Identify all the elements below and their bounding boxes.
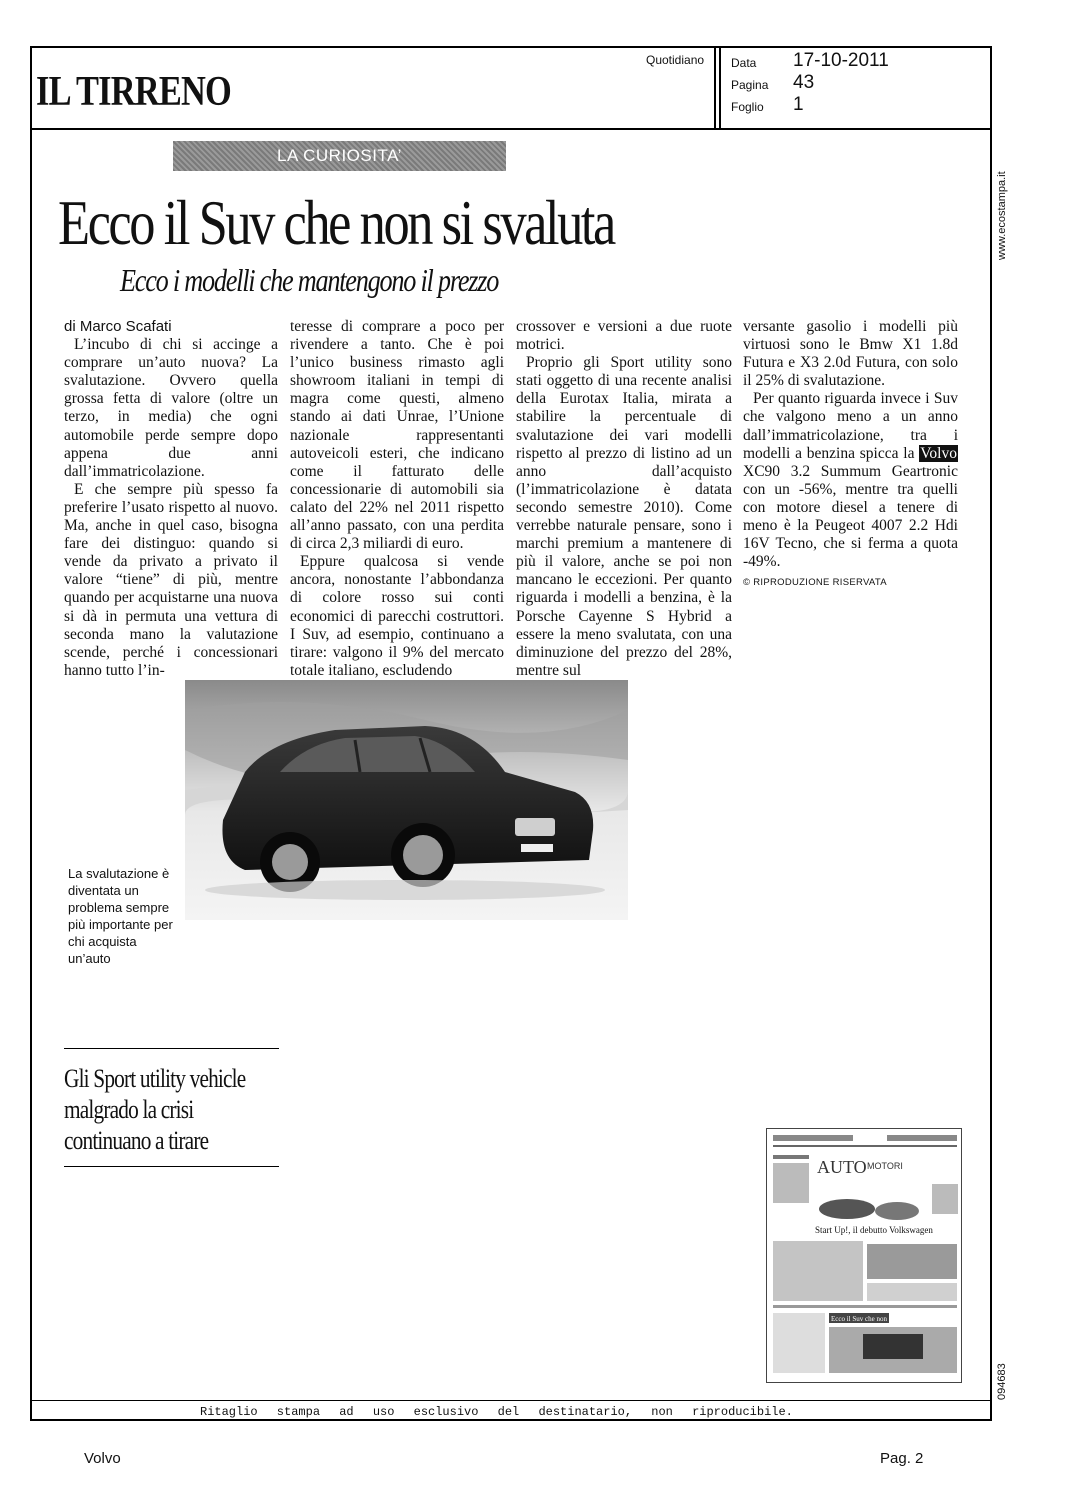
paragraph: teresse di comprare a poco per rivendere a tanto. Che è poi l’unico business rimasto agli showroom italiani in tempi di magra come questi, almeno stando ai dati Unrae, l’Unione nazionale rappresentanti autoveicoli esteri, che indicano come il fatturato delle concessionarie di automobili sia calato del 22% nel 2011 rispetto all’anno passato, con una perdita di circa 2,3 miliardi di euro. bbox=[290, 318, 504, 553]
suv-car-image bbox=[185, 680, 628, 920]
paragraph: E che sempre più spesso fa preferire l’usato rispetto al nuovo. Ma, anche in quel caso, bisogna fare dei distinguo: quando si vende da privato a privato il valore “tiene” di più, mentre quando per acquistarne una nuova si dà in permuta una vettura di seconda mano la valutazione scende, perché i concessionari hanno tutto l’in- bbox=[64, 480, 278, 679]
sheet-label: Foglio bbox=[731, 100, 764, 114]
side-url bbox=[996, 140, 1016, 260]
side-url-text: www.ecostampa.it bbox=[996, 171, 1008, 260]
article-column-3 bbox=[516, 318, 732, 680]
paragraph-text: XC90 3.2 Summum Geartronic con un -56%, mentre tra quelli con motore diesel a tenere di meno è la Peugeot 4007 2.2 Hdi 16V Tecno, che si ferma a quota -49%. bbox=[743, 462, 958, 571]
footer-page-number: Pag. 2 bbox=[880, 1450, 924, 1467]
page-value: 43 bbox=[793, 72, 815, 93]
pullquote: Gli Sport utility vehicle malgrado la crisi continuano a tirare bbox=[64, 1064, 246, 1155]
photo-caption: La svalutazione è diventata un problema sempre più importante per chi acquista un’auto bbox=[68, 866, 173, 966]
article-column-1 bbox=[64, 318, 278, 680]
side-code bbox=[996, 1340, 1016, 1400]
byline: di Marco Scafati bbox=[64, 318, 172, 335]
date-value: 17-10-2011 bbox=[793, 50, 889, 71]
footer-divider bbox=[30, 1400, 992, 1401]
paragraph-text: Per quanto riguarda invece i Suv che valgono meno a un anno dall’immatricolazione, tra i modelli a benzina spicca la bbox=[743, 390, 958, 462]
pullquote-rule-top bbox=[64, 1048, 279, 1049]
meta-divider bbox=[714, 46, 716, 130]
header-divider bbox=[30, 128, 992, 130]
newspaper-masthead: IL TIRRENO bbox=[36, 69, 232, 115]
newspaper-page-thumbnail-image bbox=[767, 1129, 962, 1383]
paragraph: crossover e versioni a due ruote motrici. bbox=[516, 318, 732, 354]
page-label: Pagina bbox=[731, 78, 769, 92]
suv-photo bbox=[185, 680, 628, 920]
clipping-disclaimer: Ritaglio stampa ad uso esclusivo del destinatario, non riproducibile. bbox=[200, 1405, 793, 1419]
svg-text:Ecco il Suv che non si svaluta: Ecco il Suv che non si svaluta bbox=[831, 1315, 915, 1323]
brand-highlight: Volvo bbox=[920, 444, 957, 462]
article-headline: Ecco il Suv che non si svaluta bbox=[58, 187, 614, 258]
copyright-notice: © RIPRODUZIONE RISERVATA bbox=[743, 577, 887, 589]
paragraph bbox=[743, 390, 958, 571]
pullquote-rule-bottom bbox=[64, 1166, 279, 1167]
footer-brand: Volvo bbox=[84, 1450, 121, 1467]
publication-type: Quotidiano bbox=[646, 53, 705, 67]
side-code-text: 094683 bbox=[996, 1363, 1008, 1400]
paragraph: Eppure qualcosa si vende ancora, nonostante l’abbondanza di colore rosso sui conti economici di parecchi costruttori. I Suv, ad esempio, continuano a tirare: valgono il 9% del mercato totale italiano, escludendo bbox=[290, 553, 504, 679]
paragraph: Proprio gli Sport utility sono stati oggetto di una recente analisi della Eurotax Italia, mirata a stabilire la percentuale di svalutazione dei vari modelli rispetto al prezzo di listino ad un anno dall’acquisto (l’immatricolazione è datata secondo semestre 2010). Come verrebbe naturale pensare, sono i marchi premium a mantenere di più il valore, anche se poi non mancano le eccezioni. Per quanto riguarda i modelli a benzina, è la Porsche Cayenne S Hybrid a essere la meno svalutata, con una diminuzione del prezzo del 28%, mentre sul bbox=[516, 354, 732, 679]
svg-text:MOTORI: MOTORI bbox=[867, 1161, 903, 1171]
article-column-4 bbox=[743, 318, 958, 592]
paragraph: L’incubo di chi si accinge a comprare un’auto nuova? La svalutazione. Ovvero quella grossa fetta di valore (oltre un terzo, in media) che ogni automobile perde sempre dopo appena due anni dall’immatricolazione. bbox=[64, 336, 278, 480]
article-subhead: Ecco i modelli che mantengono il prezzo bbox=[120, 262, 499, 298]
svg-text:Start Up!, il debutto Volkswag: Start Up!, il debutto Volkswagen bbox=[815, 1225, 933, 1235]
date-label: Data bbox=[731, 56, 757, 70]
article-kicker: LA CURIOSITA’ bbox=[173, 141, 506, 171]
article-column-2 bbox=[290, 318, 504, 680]
paragraph: versante gasolio i modelli più virtuosi sono le Bmw X1 1.8d Futura e X3 2.0d Futura, con solo il 25% di svalutazione. bbox=[743, 318, 958, 390]
meta-divider-inner bbox=[719, 46, 721, 130]
svg-text:AUTO: AUTO bbox=[817, 1157, 867, 1177]
page-thumbnail bbox=[766, 1128, 962, 1383]
sheet-value: 1 bbox=[793, 94, 804, 115]
